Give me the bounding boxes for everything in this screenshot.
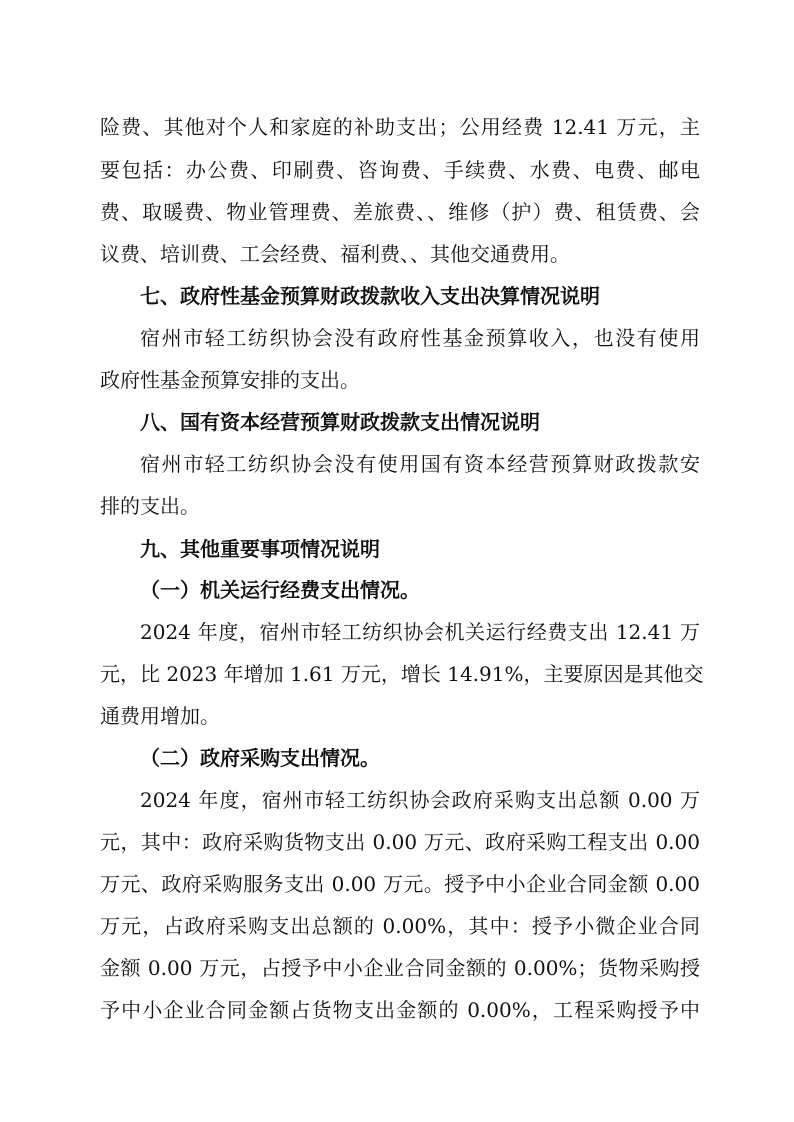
- paragraph-line: 元，比 2023 年增加 1.61 万元，增长 14.91%，主要原因是其他交: [100, 662, 704, 686]
- paragraph-line: 通费用增加。: [100, 704, 220, 728]
- section-heading-8: 八、国有资本经营预算财政拨款支出情况说明: [140, 410, 540, 434]
- subsection-heading-1: （一）机关运行经费支出情况。: [140, 578, 420, 602]
- paragraph-line: 2024 年度，宿州市轻工纺织协会政府采购支出总额 0.00 万: [140, 788, 700, 812]
- paragraph-line: 予中小企业合同金额占货物支出金额的 0.00%，工程采购授予中: [100, 998, 700, 1022]
- paragraph-line: 2024 年度，宿州市轻工纺织协会机关运行经费支出 12.41 万: [140, 620, 700, 644]
- section-heading-9: 九、其他重要事项情况说明: [140, 537, 380, 561]
- paragraph-line: 宿州市轻工纺织协会没有政府性基金预算收入，也没有使用: [140, 326, 700, 350]
- paragraph-line: 金额 0.00 万元，占授予中小企业合同金额的 0.00%；货物采购授: [100, 956, 700, 980]
- paragraph-line: 议费、培训费、工会经费、福利费、、其他交通费用。: [100, 242, 570, 266]
- paragraph-line: 险费、其他对个人和家庭的补助支出；公用经费 12.41 万元，主: [100, 115, 700, 139]
- paragraph-line: 要包括：办公费、印刷费、咨询费、手续费、水费、电费、邮电: [100, 158, 700, 182]
- paragraph-line: 万元，占政府采购支出总额的 0.00%，其中：授予小微企业合同: [100, 914, 700, 938]
- section-heading-7: 七、政府性基金预算财政拨款收入支出决算情况说明: [140, 284, 600, 308]
- paragraph-line: 元，其中：政府采购货物支出 0.00 万元、政府采购工程支出 0.00: [100, 830, 700, 854]
- paragraph-line: 排的支出。: [100, 494, 200, 518]
- paragraph-line: 宿州市轻工纺织协会没有使用国有资本经营预算财政拨款安: [140, 452, 700, 476]
- paragraph-line: 政府性基金预算安排的支出。: [100, 368, 360, 392]
- paragraph-line: 费、取暖费、物业管理费、差旅费、、维修（护）费、租赁费、会: [100, 200, 700, 224]
- subsection-heading-2: （二）政府采购支出情况。: [140, 746, 380, 770]
- paragraph-line: 万元、政府采购服务支出 0.00 万元。授予中小企业合同金额 0.00: [100, 872, 700, 896]
